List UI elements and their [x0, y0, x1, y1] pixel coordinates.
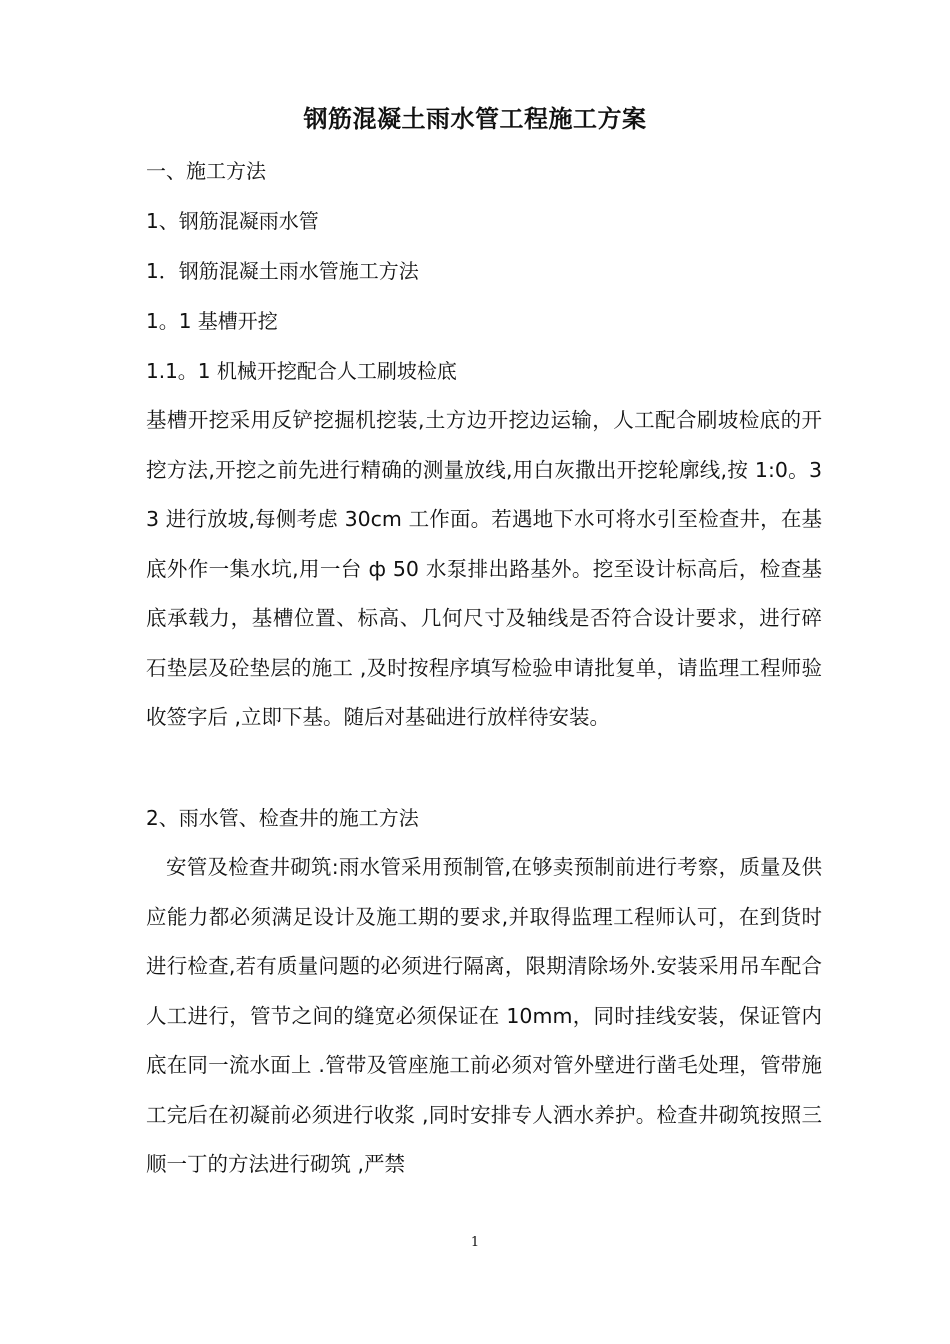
- page-number: 1: [470, 1235, 480, 1250]
- paragraph-excavation: 基槽开挖采用反铲挖掘机挖装,土方边开挖边运输，人工配合刷坡检底的开挖方法,开挖之前先进行精确的测量放线,用白灰撒出开挖轮廓线,按 1:0。33 进行放坡,每侧考虑 30cm 工作面。若遇地下水可将水引至检查井，在基底外作一集水坑,用一台 ф 50 水泵排出路基外。挖至设计标高后，检查基底承载力，基槽位置、标高、几何尺寸及轴线是否符合设计要求，进行碎石垫层及砼垫层的施工 ,及时按程序填写检验申请批复单，请监理工程师验收签字后 ,立即下基。随后对基础进行放样待安装。: [146, 408, 822, 729]
- subsection-heading-trench-excavation: 1。1 基槽开挖: [146, 309, 278, 333]
- section-heading-construction-method: 一、施工方法: [146, 159, 266, 183]
- paragraph-pipe-installation: 安管及检查井砌筑:雨水管采用预制管,在够卖预制前进行考察，质量及供应能力都必须满足设计及施工期的要求,并取得监理工程师认可，在到货时进行检查,若有质量问题的必须进行隔离，限期清除场外.安装采用吊车配合人工进行，管节之间的缝宽必须保证在 10mm，同时挂线安装，保证管内底在同一流水面上 .管带及管座施工前必须对管外壁进行凿毛处理，管带施工完后在初凝前必须进行收浆 ,同时安排专人洒水养护。检查井砌筑按照三顺一丁的方法进行砌筑 ,严禁: [146, 855, 822, 1176]
- document-title: 钢筋混凝土雨水管工程施工方案: [303, 105, 647, 133]
- subsection-heading-pipe-and-manhole: 2、雨水管、检查井的施工方法: [146, 806, 419, 830]
- subsection-heading-rc-rain-pipe: 1、钢筋混凝雨水管: [146, 209, 319, 233]
- subsection-heading-rc-pipe-method: 1．钢筋混凝土雨水管施工方法: [146, 259, 419, 283]
- subsection-heading-mechanical-excavation: 1.1。1 机械开挖配合人工刷坡检底: [146, 359, 457, 383]
